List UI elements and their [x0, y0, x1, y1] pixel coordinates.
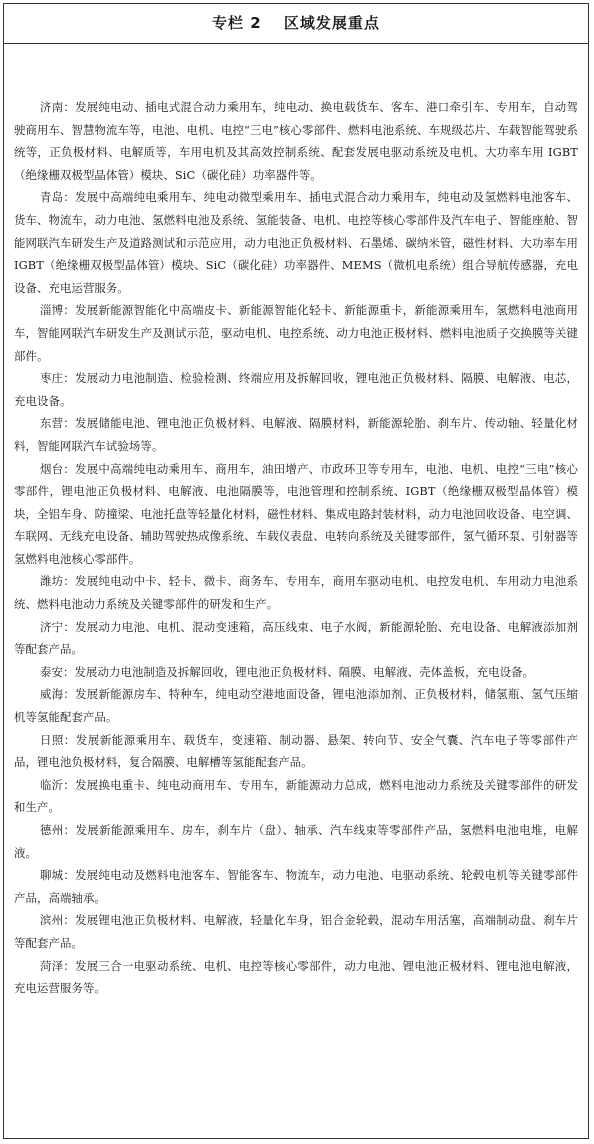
entry-yantai: [14, 458, 578, 571]
city-name: 菏泽：: [40, 958, 76, 973]
entry-text: 发展中高端纯电乘用车、纯电动微型乘用车、插电式混合动力乘用车，纯电动及氢燃料电池客车、货车、物流车，动力电池、氢燃料电池及系统、氢能装备、电机、电控等核心零部件及汽车电子、智能座舱、智能网联汽车研发生产及道路测试和示范应用，动力电池正负极材料、石墨烯、碳纳米管，磁性材料、大功率车用 IGBT（绝缘栅双极型晶体管）模块、SiC（碳化硅）功率器件、MEMS（微机电系统）组合导航传感器，充电设备、充电运营服务。: [14, 190, 578, 295]
city-name: 滨州：: [40, 913, 76, 928]
city-name: 枣庄：: [40, 371, 76, 386]
entry-text: 发展新能源乘用车、载货车，变速箱、制动器、悬架、转向节、安全气囊、汽车电子等零部件产品，锂电池负极材料，复合隔膜、电解槽等氢能配套产品。: [14, 732, 578, 770]
column-title: 专栏 2 区域发展重点: [212, 14, 380, 32]
entry-text: 发展纯电动中卡、轻卡、微卡、商务车、专用车，商用车驱动电机、电控发电机、车用动力电池系统、燃料电池动力系统及关键零部件的研发和生产。: [14, 574, 578, 612]
column-header: [4, 4, 588, 44]
city-name: 日照：: [40, 732, 76, 747]
entry-taian: [14, 661, 578, 684]
entry-text: 发展新能源房车、特种车，纯电动空港地面设备，锂电池添加剂、正负极材料，储氢瓶、氢气压缩机等氢能配套产品。: [14, 687, 578, 725]
entry-text: 发展锂电池正负极材料、电解液，轻量化车身，铝合金轮毂，混动车用活塞，高端制动盘、刹车片等配套产品。: [14, 913, 578, 950]
entry-rizhao: [14, 729, 578, 774]
entry-weifang: [14, 570, 578, 615]
entry-text: 发展新能源智能化中高端皮卡、新能源智能化轻卡、新能源重卡，新能源乘用车，氢燃料电池商用车，智能网联汽车研发生产及测试示范，驱动电机、电控系统、动力电池正极材料、燃料电池质子交换膜等关键部件。: [14, 303, 578, 363]
entry-qingdao: [14, 186, 578, 299]
column-box: [3, 3, 589, 1139]
column-content: [4, 44, 588, 1000]
entry-text: 发展换电重卡、纯电动商用车、专用车，新能源动力总成，燃料电池动力系统及关键零部件的研发和生产。: [14, 777, 578, 815]
entry-text: 发展中高端纯电动乘用车、商用车，油田增产、市政环卫等专用车，电池、电机、电控“三电”核心零部件，锂电池正负极材料、电解液、电池隔膜等，电池管理和控制系统、IGBT（绝缘栅双极型晶体管）模块，全铝车身、防撞梁、电池托盘等轻量化材料，磁性材料、集成电路封装材料，动力电池回收设备、电空调、车联网、无线充电设备、辅助驾驶热成像系统、车载仪表盘、电转向系统及关键零部件，氢气循环泵、引射器等氢燃料电池核心零部件。: [14, 461, 578, 566]
entry-text: 发展动力电池、电机、混动变速箱，高压线束、电子水阀，新能源轮胎、充电设备、电解液添加剂等配套产品。: [14, 619, 578, 657]
entry-text: 发展纯电动及燃料电池客车、智能客车、物流车，动力电池、电驱动系统、轮毂电机等关键零部件产品，高端轴承。: [14, 868, 578, 905]
city-name: 临沂：: [40, 777, 76, 792]
entry-text: 发展储能电池、锂电池正负极材料、电解液、隔膜材料，新能源轮胎、刹车片、传动轴、轻量化材料，智能网联汽车试验场等。: [14, 416, 578, 453]
entry-jining: [14, 616, 578, 661]
entry-jinan: [14, 96, 578, 186]
city-name: 威海：: [40, 687, 76, 702]
entry-heze: [14, 955, 578, 1000]
city-name: 青岛：: [40, 190, 76, 205]
city-name: 济南：: [40, 100, 76, 114]
entry-dongying: [14, 412, 578, 457]
entry-zaozhuang: [14, 367, 578, 412]
entry-zibo: [14, 299, 578, 367]
city-name: 济宁：: [40, 619, 76, 634]
entry-text: 发展纯电动、插电式混合动力乘用车，纯电动、换电载货车、客车、港口牵引车、专用车，自动驾驶商用车、智慧物流车等，电池、电机、电控“三电”核心零部件、燃料电池系统、车规级芯片、车载智能驾驶系统等，正负极材料、电解质等，车用电机及其高效控制系统、配套发展电驱动系统及电机、大功率车用 IGBT（绝缘栅双极型晶体管）模块、SiC（碳化硅）功率器件等。: [14, 100, 578, 182]
entry-dezhou: [14, 819, 578, 864]
entry-liaocheng: [14, 864, 578, 909]
entry-text: 发展动力电池制造及拆解回收，锂电池正负极材料、隔膜、电解液、壳体盖板，充电设备。: [74, 664, 535, 679]
entry-linyi: [14, 774, 578, 819]
entry-text: 发展三合一电驱动系统、电机、电控等核心零部件，动力电池、锂电池正极材料、锂电池电解液，充电运营服务等。: [14, 958, 578, 996]
city-name: 潍坊：: [40, 574, 76, 589]
city-name: 淄博：: [40, 303, 76, 318]
entry-weihai: [14, 683, 578, 728]
city-name: 东营：: [40, 416, 76, 431]
city-name: 泰安：: [40, 664, 75, 679]
city-name: 烟台：: [40, 461, 76, 476]
entry-binzhou: [14, 909, 578, 954]
city-name: 德州：: [40, 823, 76, 837]
entry-text: 发展新能源乘用车、房车，刹车片（盘）、轴承、汽车线束等零部件产品，氢燃料电池电堆，电解液。: [14, 823, 578, 860]
entry-text: 发展动力电池制造、检验检测、终端应用及拆解回收，锂电池正负极材料、隔膜、电解液、电芯，充电设备。: [14, 371, 578, 408]
city-name: 聊城：: [40, 868, 76, 883]
